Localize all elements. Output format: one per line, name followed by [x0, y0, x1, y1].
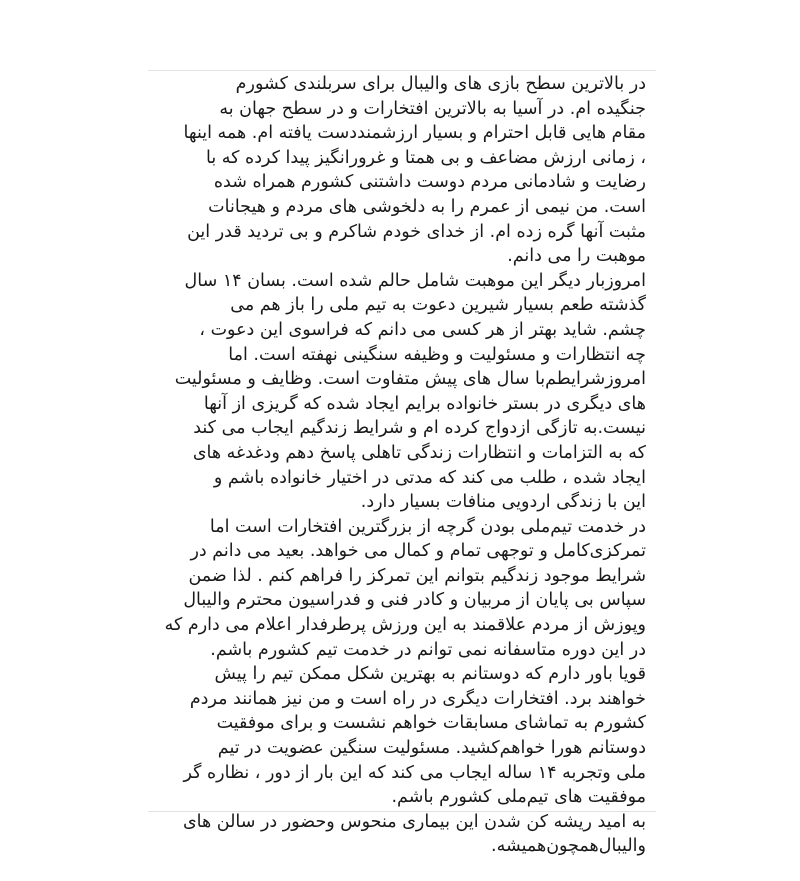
bottom-divider	[148, 811, 656, 812]
text-line: چه انتظارات و مسئولیت و وظیفه سنگینی نهفته است. اما	[228, 344, 646, 365]
text-line: به امید ریشه کن شدن این بیماری منحوس وحضور در سالن های	[182, 811, 646, 832]
text-line: دوستانم هورا خواهم‌کشید. مسئولیت سنگین عضویت در تیم	[217, 738, 646, 759]
text-line: امروزشرایطم‌با سال های پیش متفاوت است. وظایف و مسئولیت	[174, 369, 646, 390]
text-line: مثبت آنها گره زده ام. از خدای خودم شاکرم و بی تردید قدر این	[187, 221, 646, 242]
text-line: امروزبار دیگر این موهبت شامل حالم شده است. بسان ۱۴ سال	[184, 270, 646, 291]
text-line: خواهند برد. افتخارات دیگری در راه است و من نیز همانند مردم	[189, 688, 646, 709]
text-line: موهبت را می دانم.	[507, 246, 646, 267]
text-line: که به التزامات و انتظارات زندگی تاهلی پاسخ دهم ودغدغه های	[192, 442, 646, 463]
text-line: موفقیت های تیم‌ملی کشورم باشم.	[391, 787, 646, 808]
text-line: سپاس بی پایان از مربیان و کادر فنی و فدراسیون محترم والیبال	[183, 590, 646, 611]
paragraph-3	[160, 515, 646, 663]
text-line: رضایت و شادمانی مردم دوست داشتنی کشورم همراه شده	[213, 172, 646, 193]
text-line: های دیگری در بستر خانواده برایم ایجاد شده که گریزی از آنها	[203, 393, 646, 414]
top-divider	[148, 70, 656, 71]
post-text	[160, 72, 646, 859]
paragraph-2	[160, 269, 646, 515]
paragraph-4	[160, 662, 646, 810]
text-line: تمرکزی‌کامل و توجهی تمام و کمال می خواهد. بعید می دانم در	[190, 541, 646, 562]
text-line: شرایط موجود زندگیم بتوانم این تمرکز را فراهم کنم . لذا ضمن	[188, 565, 646, 586]
text-line: قویا باور دارم که دوستانم به بهترین شکل ممکن تیم را پیش	[214, 664, 646, 685]
text-line: جنگیده ام. در آسیا به بالاترین افتخارات و در سطح جهان به	[219, 98, 646, 119]
text-line: در این دوره متاسفانه نمی توانم در خدمت تیم کشورم باشم.	[210, 639, 646, 660]
text-line: ، زمانی ارزش مضاعف و بی همتا و غرورانگیز پیدا کرده که با	[205, 147, 646, 168]
text-line: مقام هایی قابل احترام و بسیار ارزشمنددست یافته ام. همه اینها	[183, 123, 646, 144]
text-line: در خدمت تیم‌ملی بودن گرچه از بزرگترین افتخارات است اما	[209, 516, 646, 537]
text-line: ایجاد شده ، طلب می کند که مدتی در اختیار خانواده باشم و	[213, 467, 646, 488]
text-line: نیست.به تازگی ازدواج کرده ام و شرایط زندگیم ایجاب می کند	[193, 418, 646, 439]
text-line: ملی وتجربه ۱۴ ساله ایجاب می کند که این بار از دور ، نظاره گر	[183, 762, 646, 783]
text-line: کشورم به تماشای مسابقات خواهم نشست و برای موفقیت	[216, 713, 646, 734]
text-line: وپوزش از مردم علاقمند به این ورزش پرطرفدار اعلام می دارم که	[164, 615, 646, 636]
text-line: والیبال‌همچون‌همیشه.	[491, 836, 646, 857]
text-line: است. من نیمی از عمرم را به دلخوشی های مردم و هیجانات	[208, 196, 646, 217]
text-line: این با زندگی اردویی منافات بسیار دارد.	[360, 492, 646, 513]
text-line: در بالاترین سطح بازی های والیبال برای سربلندی کشورم	[235, 74, 646, 94]
paragraph-1	[160, 72, 646, 269]
paragraph-5	[160, 810, 646, 859]
text-line: گذشته طعم بسیار شیرین دعوت به تیم ملی را باز هم می	[230, 295, 646, 316]
text-line: چشم. شاید بهتر از هر کسی می دانم که فراسوی این دعوت ،	[199, 319, 646, 340]
